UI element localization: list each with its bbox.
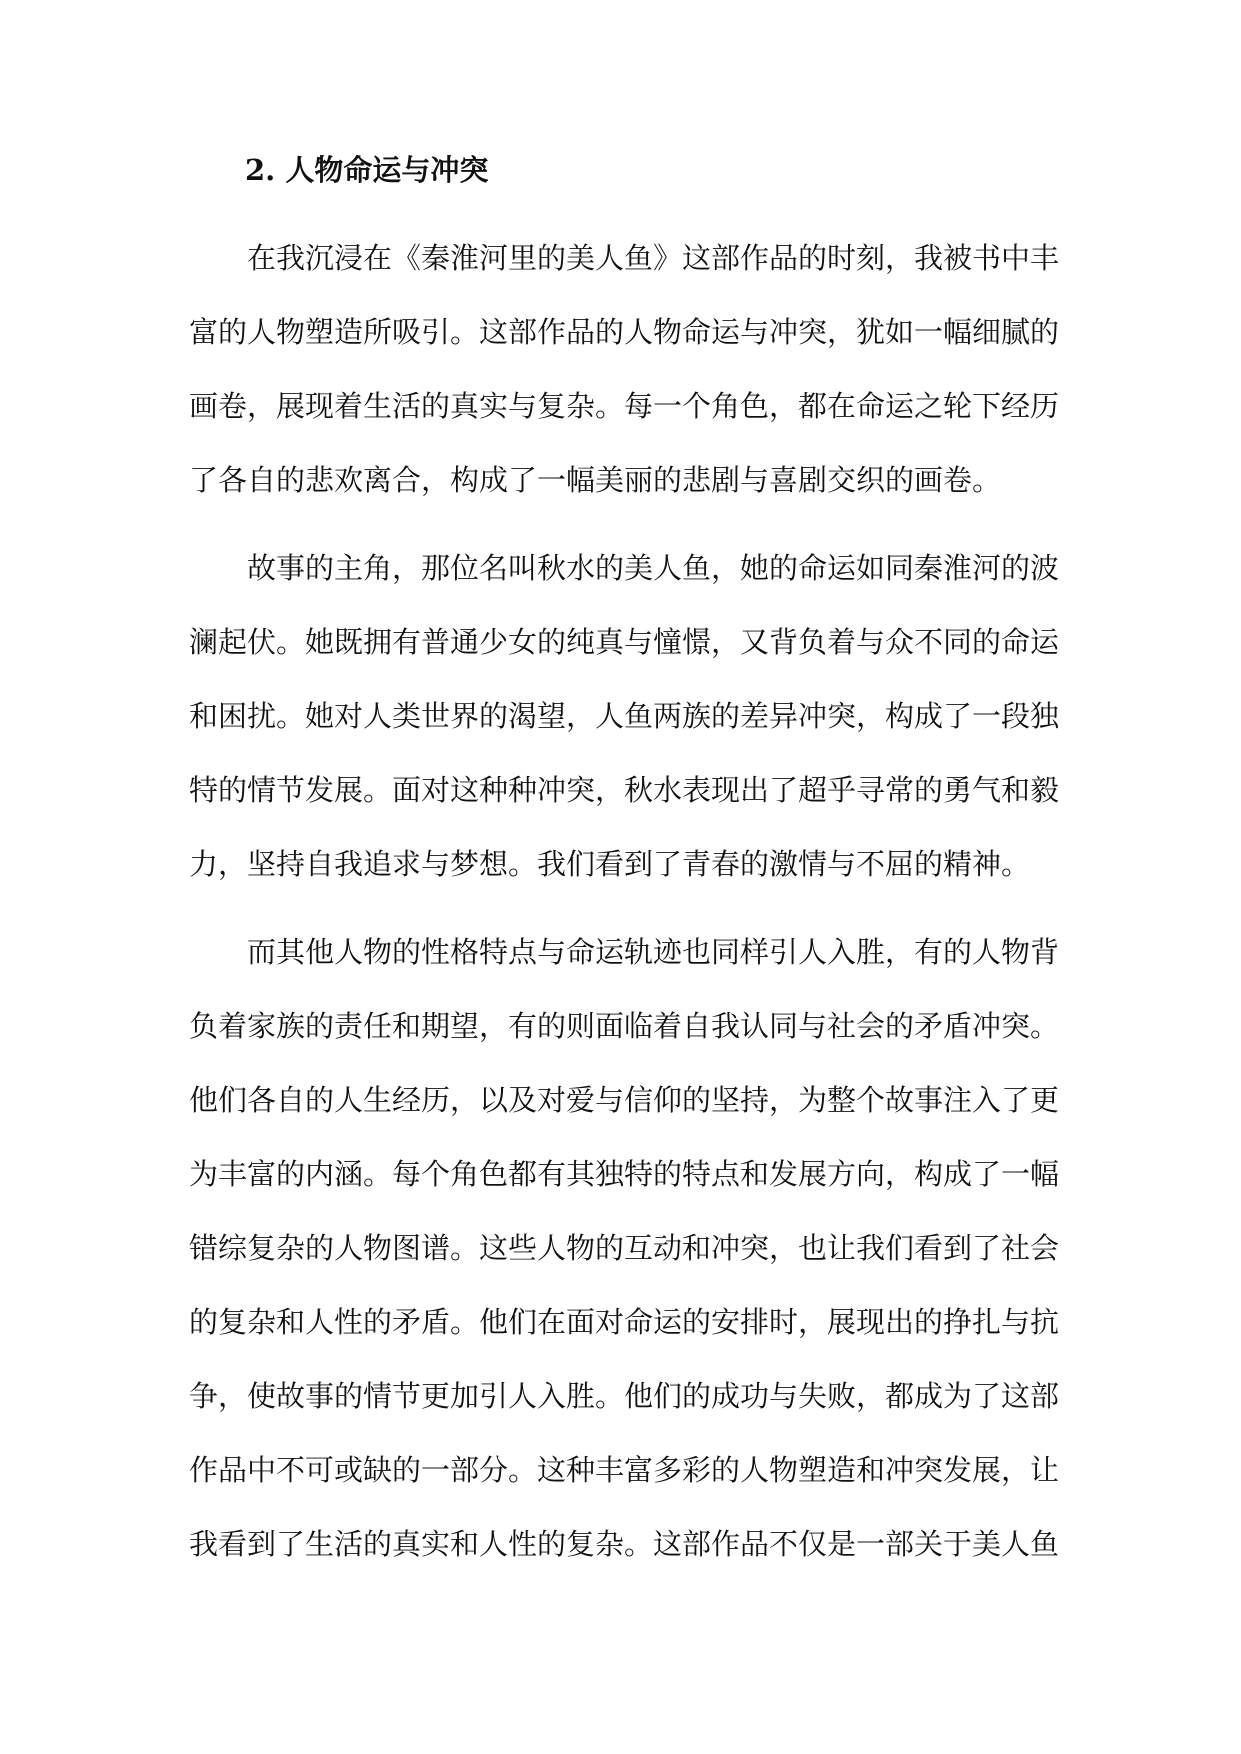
document-body [189,146,1059,1581]
paragraph-line: 和困扰。她对人类世界的渴望，人鱼两族的差异冲突，构成了一段独 [189,699,1060,733]
paragraph-line: 画卷，展现着生活的真实与复杂。每一个角色，都在命运之轮下经历 [189,389,1060,423]
paragraph-line: 力，坚持自我追求与梦想。我们看到了青春的激情与不屈的精神。 [189,847,1031,881]
paragraph-line: 在我沉浸在《秦淮河里的美人鱼》这部作品的时刻，我被书中丰 [247,241,1060,275]
section-heading: 2. 人物命运与冲突 [245,153,489,187]
paragraph-line: 错综复杂的人物图谱。这些人物的互动和冲突，也让我们看到了社会 [189,1231,1060,1265]
paragraph-line: 而其他人物的性格特点与命运轨迹也同样引人入胜，有的人物背 [247,935,1060,969]
paragraph-line: 澜起伏。她既拥有普通少女的纯真与憧憬，又背负着与众不同的命运 [189,625,1060,659]
paragraph-line: 富的人物塑造所吸引。这部作品的人物命运与冲突，犹如一幅细腻的 [189,315,1060,349]
paragraph-line: 为丰富的内涵。每个角色都有其独特的特点和发展方向，构成了一幅 [189,1157,1060,1191]
paragraph-3 [189,901,1059,1581]
paragraph-line: 了各自的悲欢离合，构成了一幅美丽的悲剧与喜剧交织的画卷。 [189,463,1002,497]
paragraph-2 [189,517,1059,901]
paragraph-line: 的复杂和人性的矛盾。他们在面对命运的安排时，展现出的挣扎与抗 [189,1305,1060,1339]
paragraph-line: 故事的主角，那位名叫秋水的美人鱼，她的命运如同秦淮河的波 [247,551,1060,585]
paragraph-line: 他们各自的人生经历，以及对爱与信仰的坚持，为整个故事注入了更 [189,1083,1060,1117]
paragraph-1 [189,194,1059,517]
paragraph-line: 争，使故事的情节更加引人入胜。他们的成功与失败，都成为了这部 [189,1379,1060,1413]
paragraph-line: 作品中不可或缺的一部分。这种丰富多彩的人物塑造和冲突发展，让 [189,1453,1060,1487]
paragraph-line: 特的情节发展。面对这种种冲突，秋水表现出了超乎寻常的勇气和毅 [189,773,1060,807]
paragraph-line: 我看到了生活的真实和人性的复杂。这部作品不仅是一部关于美人鱼 [189,1527,1060,1561]
paragraph-line: 负着家族的责任和期望，有的则面临着自我认同与社会的矛盾冲突。 [189,1009,1060,1043]
